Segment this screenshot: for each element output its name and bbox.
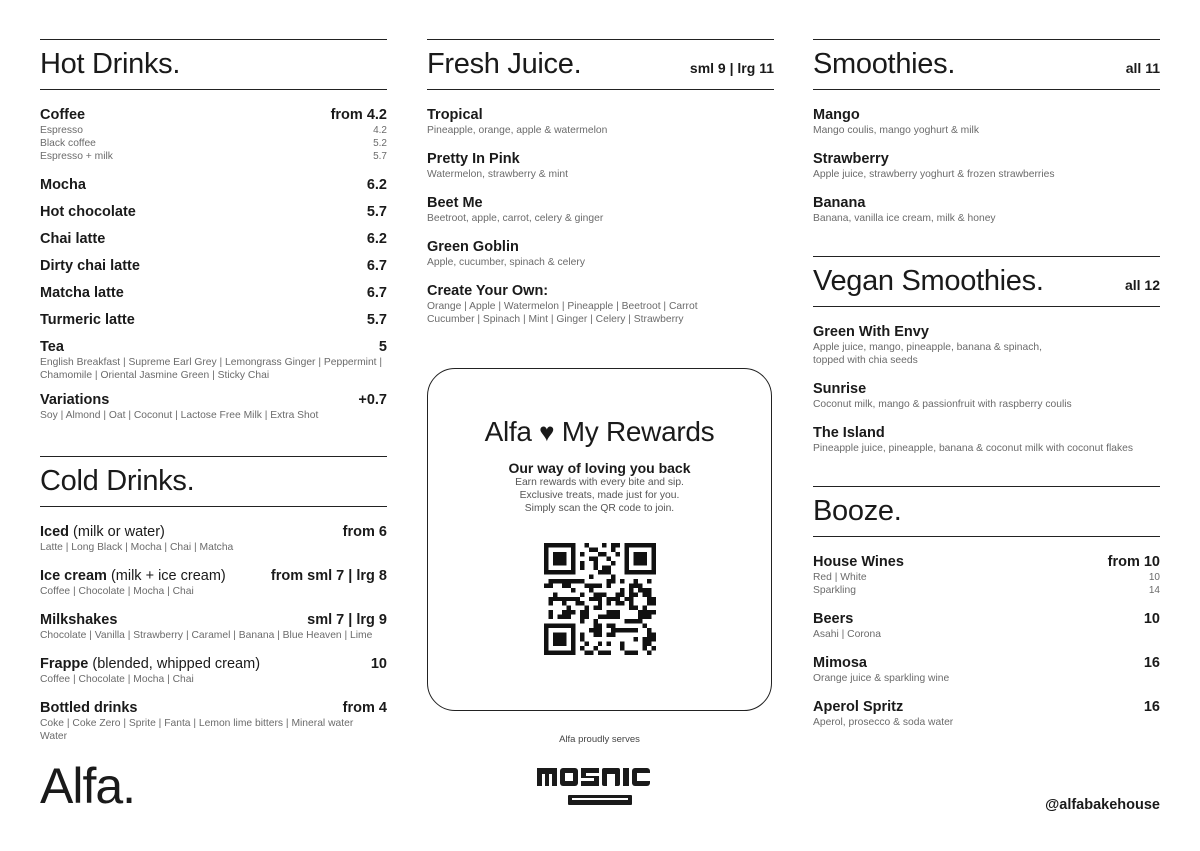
- item-name: Mimosa: [813, 655, 867, 671]
- fresh-juice-title: Fresh Juice.: [427, 48, 582, 80]
- menu-item: [40, 311, 387, 329]
- item-description: Apple juice, strawberry yoghurt & frozen strawberries: [813, 169, 1055, 180]
- booze-section: [813, 486, 1160, 738]
- item-price: 16: [1143, 655, 1160, 671]
- item-name: Create Your Own:: [427, 283, 549, 299]
- item-description: Coke | Coke Zero | Sprite | Fanta | Lemon lime bitters | Mineral water Water: [40, 718, 354, 742]
- item-name: Turmeric latte: [40, 312, 135, 328]
- item-price: from 10: [1107, 554, 1160, 570]
- item-description: Soy | Almond | Oat | Coconut | Lactose Free Milk | Extra Shot: [40, 410, 319, 421]
- item-description: Apple juice, mango, pineapple, banana & spinach, topped with chia seeds: [813, 342, 1042, 366]
- item-description: Asahi | Corona: [813, 629, 881, 640]
- sub-item-price: 5.7: [373, 151, 387, 162]
- item-name: Milkshakes: [40, 612, 118, 628]
- item-name: Beers: [813, 611, 854, 627]
- menu-item: [427, 150, 774, 181]
- rewards-line: Simply scan the QR code to join.: [524, 503, 675, 514]
- rewards-card: [427, 368, 772, 711]
- menu-item: [427, 106, 774, 137]
- menu-item: [40, 257, 387, 275]
- item-price: 10: [370, 656, 387, 672]
- menu-item: [40, 699, 387, 743]
- heart-icon: ♥: [539, 417, 555, 447]
- sub-item: [40, 124, 387, 137]
- fresh-juice-list: [427, 90, 774, 326]
- item-price: 16: [1143, 699, 1160, 715]
- booze-list: [813, 537, 1160, 729]
- item-description: Banana, vanilla ice cream, milk & honey: [813, 213, 996, 224]
- item-description: Mango coulis, mango yoghurt & milk: [813, 125, 979, 136]
- item-description: Coffee | Chocolate | Mocha | Chai: [40, 674, 194, 685]
- menu-item-create-your-own: [427, 282, 774, 326]
- smoothies-list: [813, 90, 1160, 225]
- sub-item: [813, 571, 1160, 584]
- vegan-smoothies-header: [813, 256, 1160, 307]
- item-name: Green With Envy: [813, 324, 929, 340]
- menu-item: [813, 150, 1160, 181]
- item-name: Sunrise: [813, 381, 867, 397]
- item-name: House Wines: [813, 554, 904, 570]
- item-price: sml 7 | lrg 9: [307, 612, 387, 628]
- rewards-line: Earn rewards with every bite and sip.: [515, 477, 684, 488]
- vegan-smoothies-section: [813, 256, 1160, 464]
- item-name: Hot chocolate: [40, 204, 136, 220]
- fresh-juice-section: [427, 39, 774, 335]
- social-handle[interactable]: @alfabakehouse: [1045, 797, 1160, 813]
- item-name: Beet Me: [427, 195, 483, 211]
- hot-drinks-section: [40, 39, 387, 431]
- item-name: Chai latte: [40, 231, 106, 247]
- cold-drinks-list: [40, 507, 387, 743]
- sub-item: [40, 150, 387, 163]
- rewards-line: Exclusive treats, made just for you.: [519, 490, 680, 501]
- item-name: Matcha latte: [40, 285, 124, 301]
- menu-item: [40, 523, 387, 554]
- menu-item: [813, 106, 1160, 137]
- item-name: Mango: [813, 107, 860, 123]
- coffee-partner-logo: [535, 762, 665, 812]
- serves-text: Alfa proudly serves: [559, 734, 640, 745]
- brand-logo: Alfa.: [40, 758, 136, 814]
- item-description: Beetroot, apple, carrot, celery & ginger: [427, 213, 604, 224]
- booze-header: [813, 486, 1160, 537]
- sub-item: [40, 137, 387, 150]
- item-description: Pineapple, orange, apple & watermelon: [427, 125, 608, 136]
- item-name: Bottled drinks: [40, 700, 138, 716]
- cold-drinks-title: Cold Drinks.: [40, 465, 195, 497]
- item-price: 10: [1143, 611, 1160, 627]
- sub-item-name: Sparkling: [813, 585, 856, 596]
- menu-item: [40, 176, 387, 194]
- item-price: 5: [378, 339, 387, 355]
- item-description: Latte | Long Black | Mocha | Chai | Matcha: [40, 542, 234, 553]
- qr-code-icon[interactable]: [544, 543, 656, 655]
- item-description: Orange juice & sparkling wine: [813, 673, 950, 684]
- item-description: Apple, cucumber, spinach & celery: [427, 257, 585, 268]
- smoothies-title: Smoothies.: [813, 48, 956, 80]
- item-description: Coffee | Chocolate | Mocha | Chai: [40, 586, 194, 597]
- item-price: from 4.2: [330, 107, 387, 123]
- fresh-juice-price: sml 9 | lrg 11: [689, 59, 774, 76]
- sub-item: [813, 584, 1160, 597]
- menu-item: [427, 194, 774, 225]
- item-price: 5.7: [366, 312, 387, 328]
- sub-item-name: Espresso: [40, 125, 83, 136]
- item-name: Tropical: [427, 107, 483, 123]
- sub-item-name: Red | White: [813, 572, 867, 583]
- menu-item: [813, 323, 1160, 367]
- item-description: Orange | Apple | Watermelon | Pineapple | Beetroot | Carrot Cucumber | Spinach | Mint | Ginger | Celery | Strawberry: [427, 301, 698, 325]
- smoothies-header: [813, 39, 1160, 90]
- item-name: Ice cream (milk + ice cream): [40, 568, 226, 584]
- item-price: from 4: [342, 700, 387, 716]
- item-name: Frappe (blended, whipped cream): [40, 656, 261, 672]
- menu-item: [40, 230, 387, 248]
- item-price: from 6: [342, 524, 387, 540]
- item-name: Iced (milk or water): [40, 524, 165, 540]
- menu-item-tea: [40, 338, 387, 382]
- item-description: Watermelon, strawberry & mint: [427, 169, 568, 180]
- item-description: Coconut milk, mango & passionfruit with raspberry coulis: [813, 399, 1072, 410]
- sub-item-price: 14: [1148, 585, 1160, 596]
- item-price: 6.7: [366, 285, 387, 301]
- item-description: Pineapple juice, pineapple, banana & coconut milk with coconut flakes: [813, 443, 1133, 454]
- item-name: Pretty In Pink: [427, 151, 520, 167]
- item-price: 6.2: [366, 231, 387, 247]
- item-price: 6.7: [366, 258, 387, 274]
- cold-drinks-section: [40, 456, 387, 752]
- item-name: Coffee: [40, 107, 86, 123]
- item-price: from sml 7 | lrg 8: [270, 568, 387, 584]
- item-name: Green Goblin: [427, 239, 519, 255]
- vegan-smoothies-title: Vegan Smoothies.: [813, 265, 1044, 297]
- menu-item: [813, 424, 1160, 455]
- hot-drinks-list: [40, 90, 387, 422]
- menu-item: [40, 655, 387, 686]
- menu-item: [40, 611, 387, 642]
- cold-drinks-header: [40, 456, 387, 507]
- item-name: Variations: [40, 392, 110, 408]
- fresh-juice-header: [427, 39, 774, 90]
- item-name: Tea: [40, 339, 64, 355]
- menu-item: [813, 380, 1160, 411]
- menu-item: [40, 284, 387, 302]
- item-name: Mocha: [40, 177, 86, 193]
- sub-item-name: Espresso + milk: [40, 151, 113, 162]
- menu-item-house-wines: [813, 553, 1160, 597]
- smoothies-price: all 11: [1125, 59, 1160, 76]
- sub-item-price: 10: [1148, 572, 1160, 583]
- item-price: 5.7: [366, 204, 387, 220]
- menu-item: [40, 203, 387, 221]
- booze-title: Booze.: [813, 495, 902, 527]
- item-price: +0.7: [358, 392, 387, 408]
- item-name: Dirty chai latte: [40, 258, 140, 274]
- item-name: Banana: [813, 195, 866, 211]
- rewards-subtitle: Our way of loving you back: [508, 460, 691, 476]
- menu-item: [813, 654, 1160, 685]
- item-description: Aperol, prosecco & soda water: [813, 717, 954, 728]
- item-description: English Breakfast | Supreme Earl Grey | Lemongrass Ginger | Peppermint | Chamomile | Oriental Jasmine Green | Sticky Chai: [40, 357, 383, 381]
- rewards-title: Alfa ♥ My Rewards: [484, 416, 715, 447]
- menu-item: [813, 610, 1160, 641]
- menu-item: [813, 194, 1160, 225]
- smoothies-section: [813, 39, 1160, 234]
- vegan-smoothies-list: [813, 307, 1160, 455]
- hot-drinks-title: Hot Drinks.: [40, 48, 181, 80]
- hot-drinks-header: [40, 39, 387, 90]
- item-description: Chocolate | Vanilla | Strawberry | Caramel | Banana | Blue Heaven | Lime: [40, 630, 373, 641]
- menu-item: [40, 567, 387, 598]
- menu-item: [427, 238, 774, 269]
- sub-item-price: 5.2: [373, 138, 387, 149]
- item-price: 6.2: [366, 177, 387, 193]
- item-name: Aperol Spritz: [813, 699, 904, 715]
- item-name: The Island: [813, 425, 885, 441]
- item-name: Strawberry: [813, 151, 889, 167]
- sub-item-name: Black coffee: [40, 138, 96, 149]
- sub-item-price: 4.2: [373, 125, 387, 136]
- menu-item-coffee: [40, 106, 387, 163]
- vegan-smoothies-price: all 12: [1124, 276, 1160, 293]
- menu-item: [813, 698, 1160, 729]
- menu-item-variations: [40, 391, 387, 422]
